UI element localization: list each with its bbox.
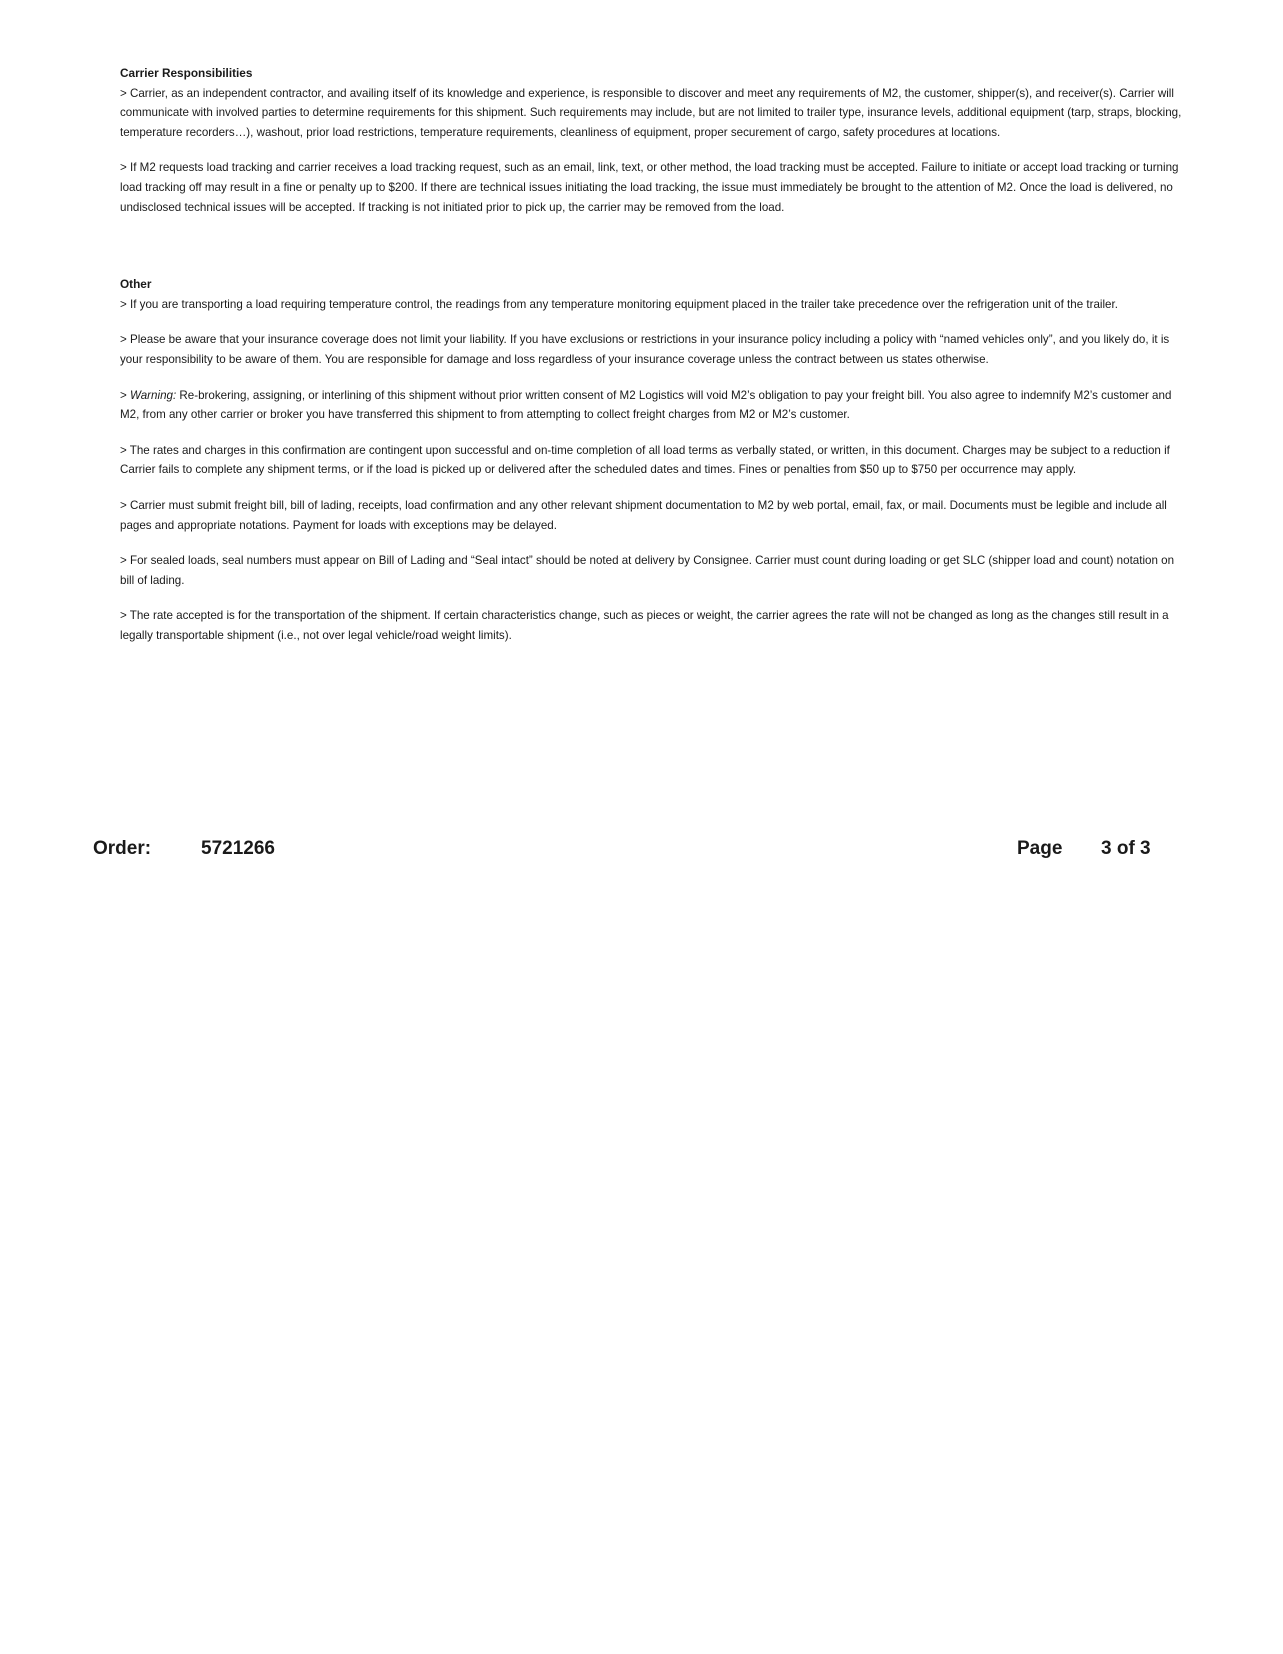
page-label: Page [1017, 838, 1063, 859]
temperature-control-paragraph: > If you are transporting a load requiring temperature control, the readings from any temperature monitoring equipment placed in the trailer take precedence over the refrigeration unit of the trailer. [120, 297, 1118, 311]
page-footer [93, 838, 1173, 864]
warning-paragraph [120, 386, 1182, 425]
warning-prefix: > [120, 388, 130, 402]
sealed-loads-paragraph: > For sealed loads, seal numbers must appear on Bill of Lading and “Seal intact” should be noted at delivery by Consignee. Carrier must count during loading or get SLC (shipper load and count) notation on bill of lading. [120, 554, 1175, 587]
documentation-paragraph: > Carrier must submit freight bill, bill of lading, receipts, load confirmation and any other relevant shipment documentation to M2 by web portal, email, fax, or mail. Documents must be legible and include all pages and appropriate notations. Payment for loads with exceptions may be delayed. [120, 498, 1167, 532]
rate-accepted-paragraph: > The rate accepted is for the transportation of the shipment. If certain characteristics change, such as pieces or weight, the carrier agrees the rate will not be changed as long as the changes still result in a legally transportable shipment (i.e., not over legal vehicle/road weight limits). [120, 609, 1169, 642]
warning-label: Warning: [130, 388, 177, 402]
warning-text: Re-brokering, assigning, or interlining of this shipment without prior written consent of M2 Logistics will void M2’s obligation to pay your freight bill. You also agree to indemnify M2’s customer and M2, from any other carrier or broker you have transferred this shipment to from attempting to collect freight charges from M2 or M2’s customer. [120, 388, 1172, 422]
load-tracking-paragraph: > If M2 requests load tracking and carrier receives a load tracking request, such as an email, link, text, or other method, the load tracking must be accepted. Failure to initiate or accept load tracking or turning load tracking off may result in a fine or penalty up to $200. If there are technical issues initiating the load tracking, the issue must immediately be brought to the attention of M2. Once the load is delivered, no undisclosed technical issues will be accepted. If tracking is not initiated prior to pick up, the carrier may be removed from the load. [120, 161, 1179, 214]
other-heading: Other [120, 277, 152, 292]
section-spacer [120, 233, 1182, 275]
page-number: 3 of 3 [1101, 838, 1151, 859]
rates-charges-paragraph: > The rates and charges in this confirmation are contingent upon successful and on-time completion of all load terms as verbally stated, or written, in this document. Charges may be subject to a reduction if Carrier fails to complete any shipment terms, or if the load is picked up or delivered after the scheduled dates and times. Fines or penalties from $50 up to $750 per occurrence may apply. [120, 443, 1170, 477]
carrier-responsibilities-heading: Carrier Responsibilities [120, 66, 253, 80]
order-label: Order: [93, 838, 152, 859]
document-body [120, 64, 1182, 661]
carrier-responsibility-paragraph: > Carrier, as an independent contractor, and availing itself of its knowledge and experience, is responsible to discover and meet any requirements of M2, the customer, shipper(s), and receiver(s). Carrier will communicate with involved parties to determine requirements for this shipment. Such requirements may include, but are not limited to trailer type, insurance levels, additional equipment (tarp, straps, blocking, temperature recorders…), washout, prior load restrictions, temperature requirements, cleanliness of equipment, proper securement of cargo, safety procedures at locations. [120, 86, 1182, 139]
order-number: 5721266 [201, 838, 275, 859]
insurance-paragraph: > Please be aware that your insurance coverage does not limit your liability. If you have exclusions or restrictions in your insurance policy including a policy with “named vehicles only”, and you likely do, it is your responsibility to be aware of them. You are responsible for damage and loss regardless of your insurance coverage unless the contract between us states otherwise. [120, 333, 1170, 366]
